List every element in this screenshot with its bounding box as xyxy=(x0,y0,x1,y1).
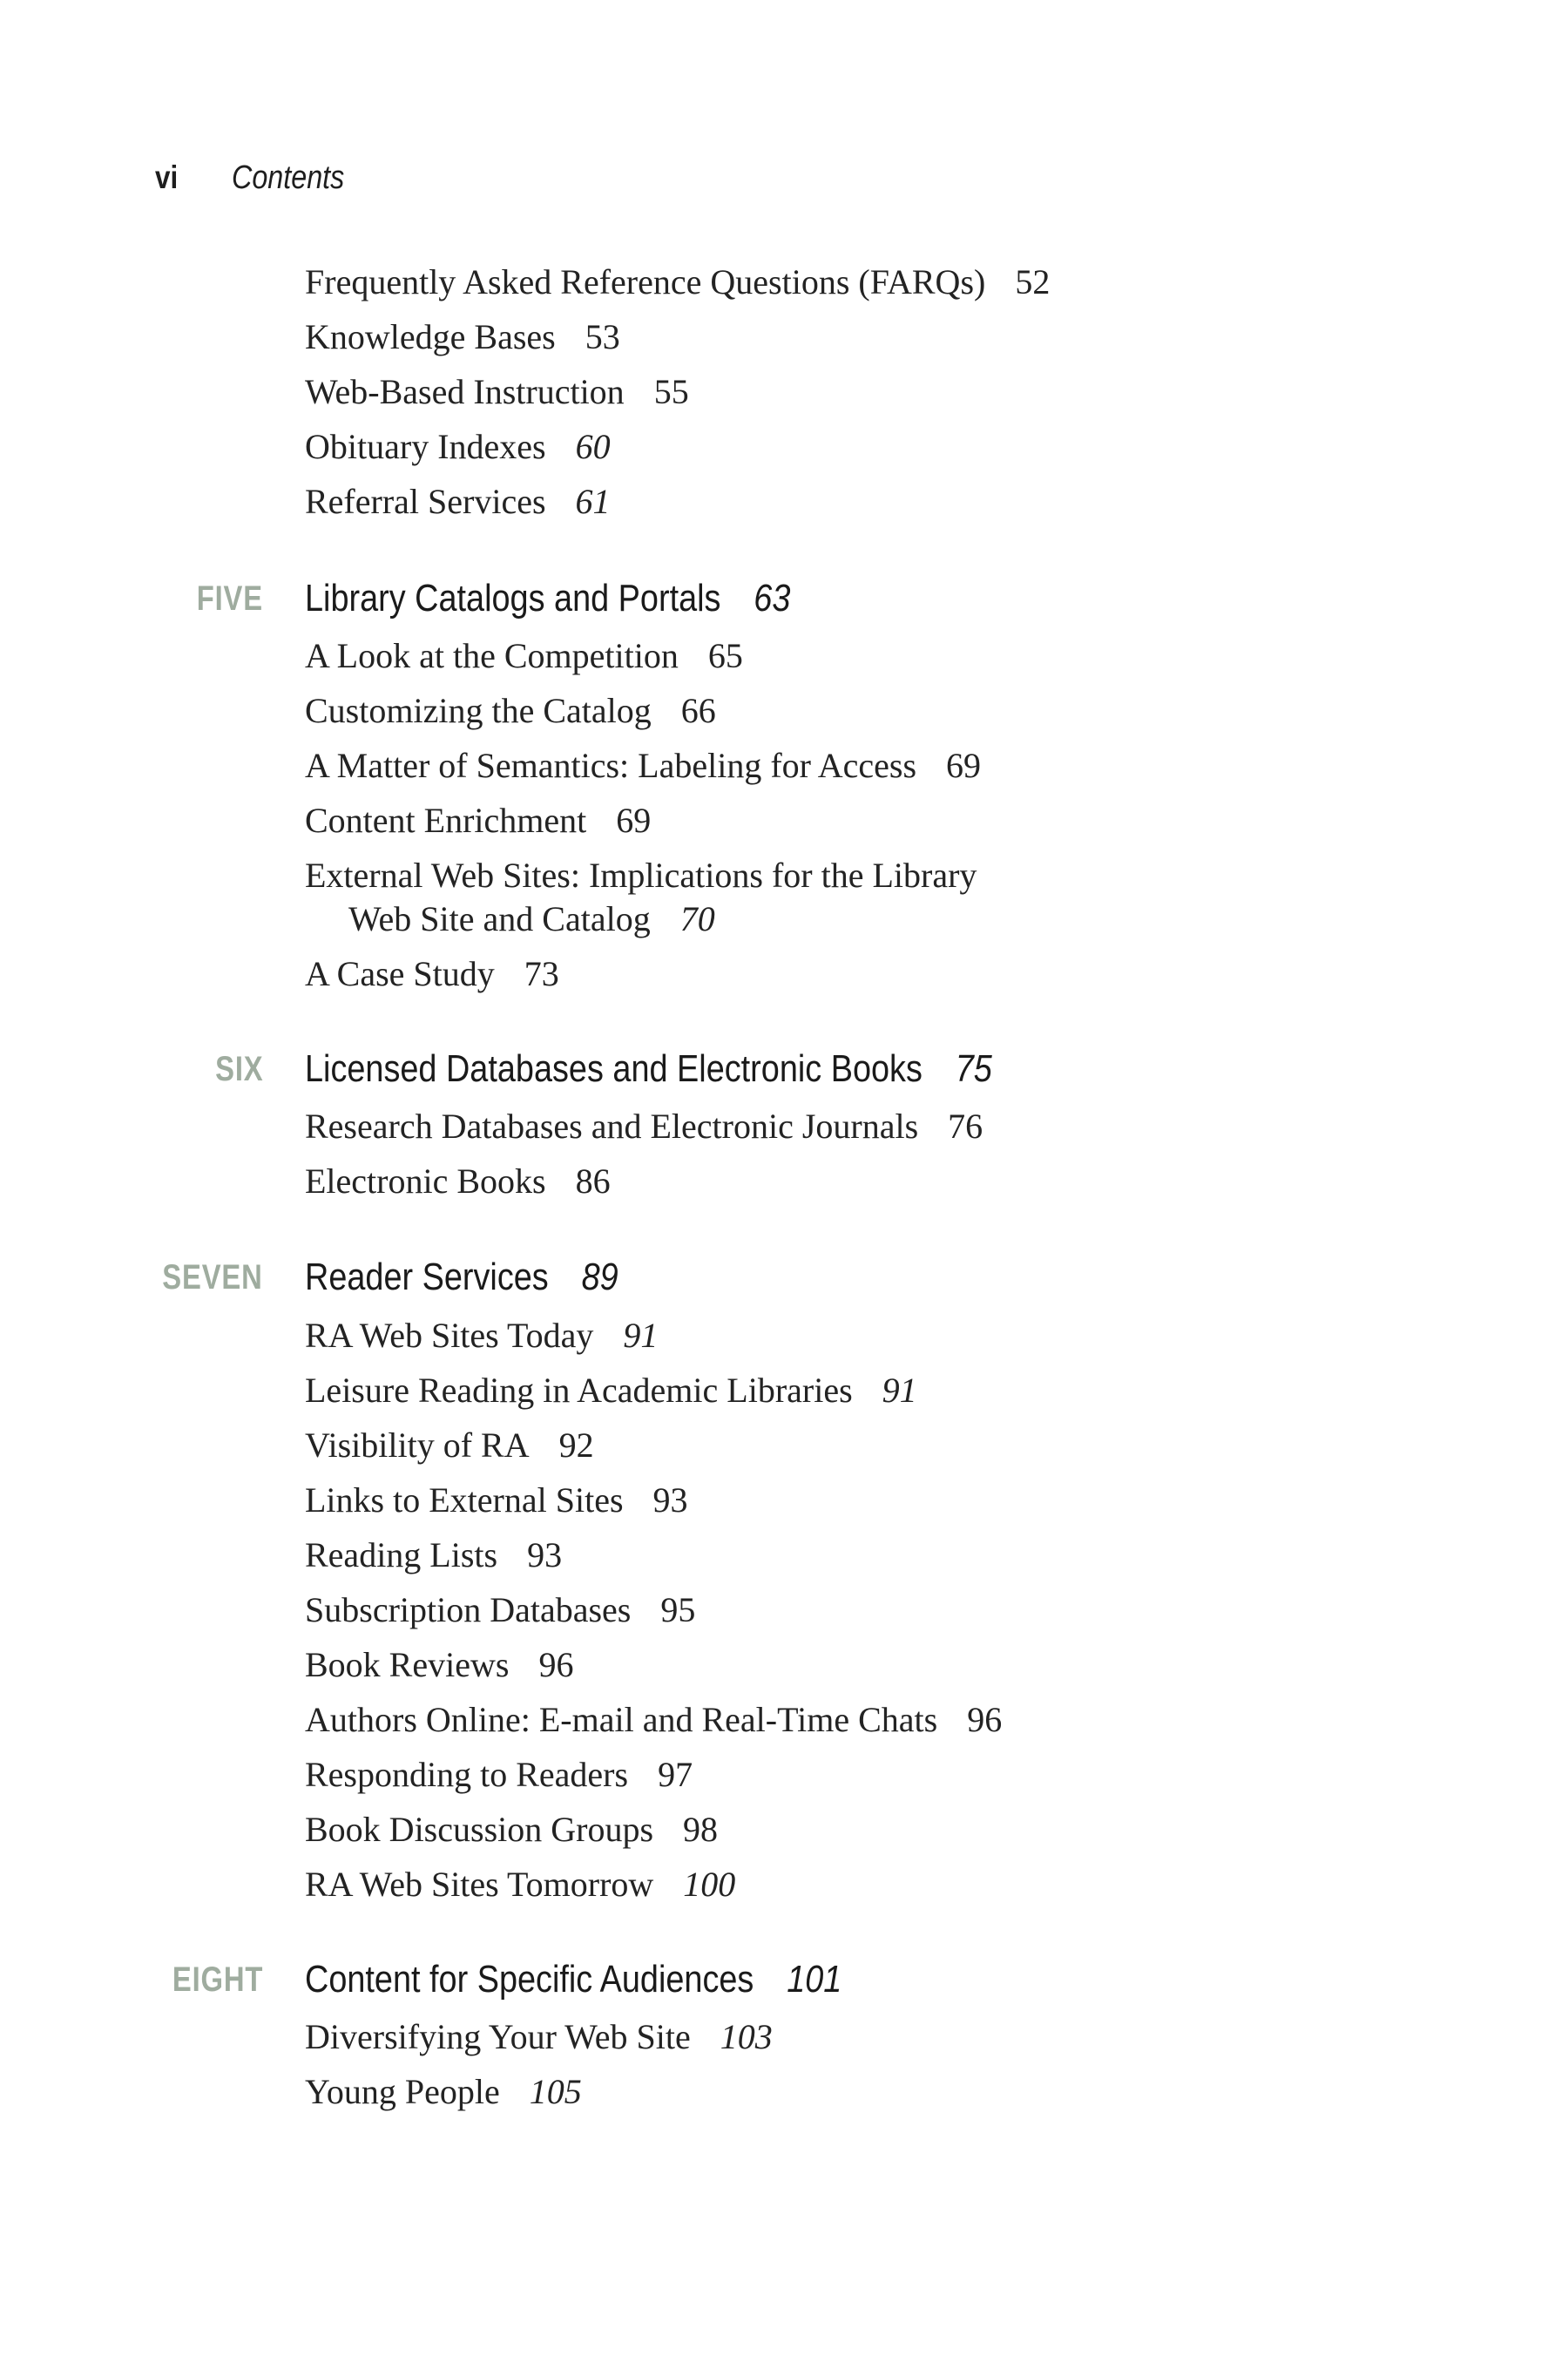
toc-entry-title: Young People xyxy=(305,2072,500,2111)
toc-entry-page: 100 xyxy=(683,1865,736,1904)
chapter-title: Content for Specific Audiences xyxy=(305,1958,754,2001)
toc-entry xyxy=(305,480,611,524)
toc-entry-page: 60 xyxy=(575,427,611,466)
toc-entry xyxy=(305,315,620,359)
toc-entry-page: 91 xyxy=(623,1316,659,1355)
chapter-number: FIVE xyxy=(196,579,263,618)
toc-entry xyxy=(305,744,981,788)
toc-entry-page: 53 xyxy=(585,317,620,356)
toc-entry-title: Responding to Readers xyxy=(305,1755,629,1794)
toc-entry-title-continued: Web Site and Catalog xyxy=(348,899,651,938)
toc-entry-title: Web-Based Instruction xyxy=(305,372,625,411)
toc-entry-page: 70 xyxy=(679,899,715,938)
chapter-title: Reader Services xyxy=(305,1256,549,1298)
toc-entry xyxy=(305,1753,693,1797)
toc-entry-page: 69 xyxy=(616,801,652,840)
chapter-number: EIGHT xyxy=(172,1960,263,1999)
toc-entry-page: 65 xyxy=(707,636,743,675)
toc-entry-title: A Case Study xyxy=(305,954,495,993)
toc-entry xyxy=(305,1863,735,1906)
toc-entry xyxy=(305,370,689,414)
toc-entry-page: 76 xyxy=(948,1107,983,1146)
toc-entry xyxy=(305,952,559,996)
toc-entry xyxy=(305,1698,1002,1742)
toc-entry-page: 61 xyxy=(575,482,611,521)
toc-entry xyxy=(305,854,977,941)
toc-entry-page: 55 xyxy=(653,372,689,411)
toc-entry-page: 93 xyxy=(652,1480,688,1520)
toc-entry xyxy=(305,1160,611,1203)
toc-entry xyxy=(305,689,716,733)
toc-entry-page: 91 xyxy=(882,1371,917,1410)
toc-entry-page: 96 xyxy=(538,1645,574,1684)
toc-entry-title: Referral Services xyxy=(305,482,546,521)
toc-entry-title: Authors Online: E-mail and Real-Time Chats xyxy=(305,1700,938,1739)
chapter-page: 63 xyxy=(754,577,791,620)
toc-entry xyxy=(305,1643,573,1687)
toc-entry-page: 52 xyxy=(1015,262,1051,301)
toc-entry xyxy=(305,1808,718,1852)
toc-entry-title: Frequently Asked Reference Questions (FARQs) xyxy=(305,262,986,301)
toc-entry xyxy=(305,1479,688,1522)
toc-entry-title: External Web Sites: Implications for the Library xyxy=(305,856,977,895)
toc-entry-page: 93 xyxy=(527,1535,563,1574)
toc-entry-page: 69 xyxy=(946,746,982,785)
toc-entry xyxy=(305,425,611,469)
toc-entry-title: A Matter of Semantics: Labeling for Access xyxy=(305,746,917,785)
toc-entry-title: Book Discussion Groups xyxy=(305,1810,654,1849)
running-title: Contents xyxy=(232,159,345,196)
toc-entry xyxy=(305,2015,773,2059)
toc-entry-page: 73 xyxy=(524,954,559,993)
toc-entry xyxy=(305,1105,983,1148)
toc-entry-title: Reading Lists xyxy=(305,1535,498,1574)
chapter-page: 101 xyxy=(787,1958,842,2001)
toc-entry xyxy=(305,1369,917,1412)
toc-entry xyxy=(305,1424,594,1467)
chapter-heading xyxy=(305,574,790,623)
toc-entry xyxy=(305,261,1050,304)
toc-entry-title: Obituary Indexes xyxy=(305,427,546,466)
chapter-page: 89 xyxy=(581,1256,618,1298)
chapter-number: SEVEN xyxy=(162,1258,263,1297)
chapter-page: 75 xyxy=(955,1047,992,1090)
toc-entry-title: Visibility of RA xyxy=(305,1425,530,1465)
toc-entry-page: 98 xyxy=(683,1810,719,1849)
toc-entry xyxy=(305,799,651,843)
toc-entry-page: 95 xyxy=(660,1590,696,1629)
toc-entry-title: Content Enrichment xyxy=(305,801,587,840)
chapter-heading xyxy=(305,1955,841,2004)
chapter-title: Licensed Databases and Electronic Books xyxy=(305,1047,923,1090)
toc-entry-page: 92 xyxy=(558,1425,594,1465)
toc-entry-title: Electronic Books xyxy=(305,1161,546,1201)
toc-entry-title: Research Databases and Electronic Journals xyxy=(305,1107,919,1146)
toc-entry xyxy=(305,1314,658,1358)
toc-entry-title: Book Reviews xyxy=(305,1645,510,1684)
toc-entry xyxy=(305,2070,582,2114)
toc-entry-title: Customizing the Catalog xyxy=(305,691,652,730)
toc-entry-page: 105 xyxy=(529,2072,582,2111)
toc-entry-page: 103 xyxy=(720,2017,773,2056)
toc-entry-page: 66 xyxy=(680,691,716,730)
toc-entry-page: 86 xyxy=(575,1161,611,1201)
chapter-title: Library Catalogs and Portals xyxy=(305,577,721,620)
toc-entry xyxy=(305,634,743,678)
toc-entry-title: Leisure Reading in Academic Libraries xyxy=(305,1371,853,1410)
toc-entry-title: Diversifying Your Web Site xyxy=(305,2017,691,2056)
toc-entry-title: A Look at the Competition xyxy=(305,636,679,675)
toc-entry xyxy=(305,1588,695,1632)
toc-entry-title: RA Web Sites Today xyxy=(305,1316,594,1355)
toc-entry xyxy=(305,1534,562,1577)
chapter-heading xyxy=(305,1045,992,1093)
toc-entry-page: 97 xyxy=(658,1755,693,1794)
page-number: vi xyxy=(155,159,179,195)
toc-entry-title: Subscription Databases xyxy=(305,1590,632,1629)
chapter-heading xyxy=(305,1253,618,1302)
toc-entry-title: Links to External Sites xyxy=(305,1480,624,1520)
running-head xyxy=(155,155,364,200)
toc-entry-page: 96 xyxy=(967,1700,1003,1739)
chapter-number: SIX xyxy=(214,1050,263,1088)
toc-entry-title: Knowledge Bases xyxy=(305,317,556,356)
toc-entry-title: RA Web Sites Tomorrow xyxy=(305,1865,654,1904)
